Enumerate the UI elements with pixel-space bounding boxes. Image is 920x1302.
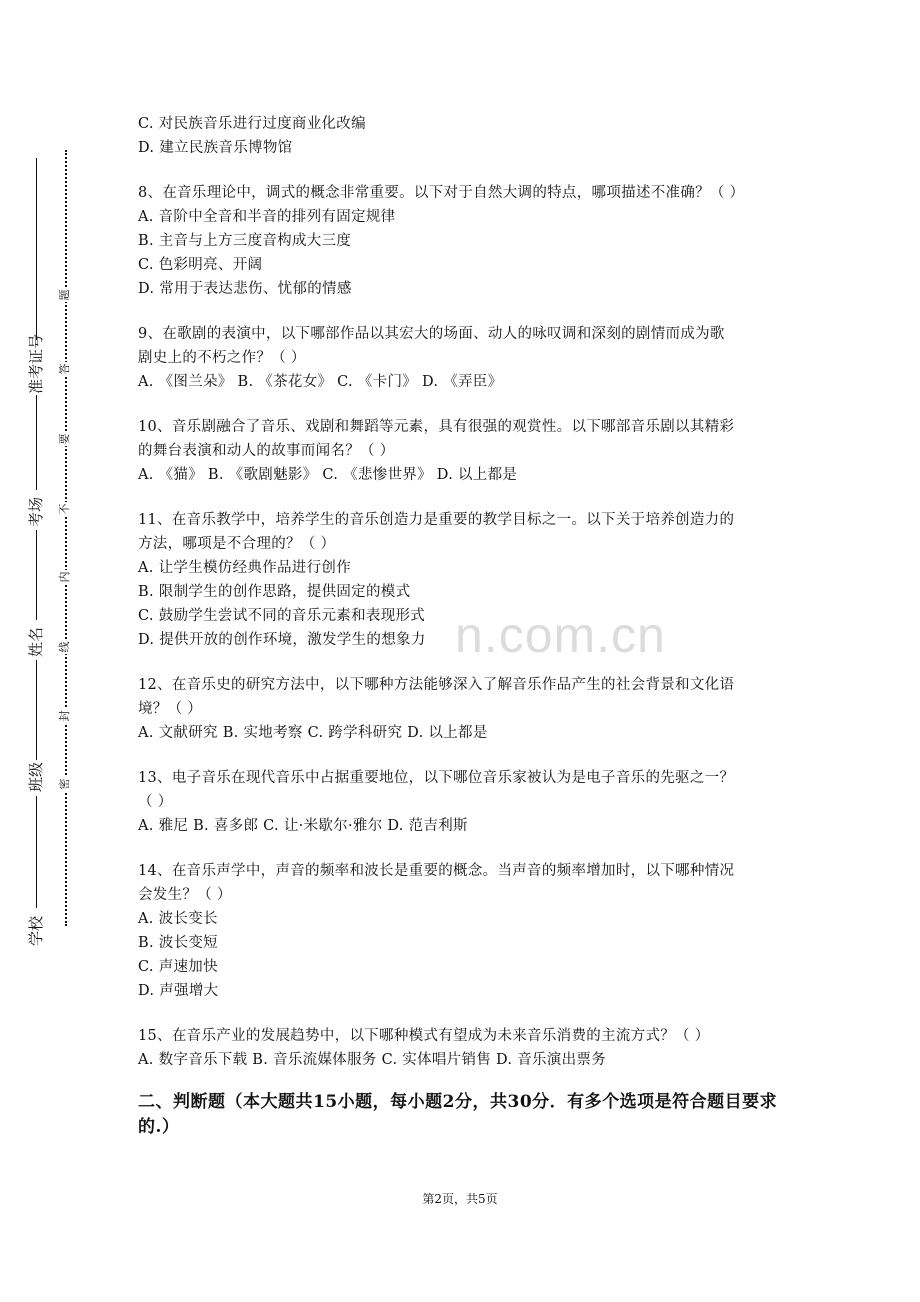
binding-rule xyxy=(36,796,37,908)
option-line: C. 鼓励学生尝试不同的音乐元素和表现形式 xyxy=(138,608,426,624)
option-line: C. 声速加快 xyxy=(138,959,218,975)
option-line: B. 主音与上方三度音构成大三度 xyxy=(138,233,352,249)
question-stem: 10、音乐剧融合了音乐、戏剧和舞蹈等元素，具有很强的观赏性。以下哪部音乐剧以其精彩 xyxy=(138,419,735,435)
option-line: B. 波长变短 xyxy=(138,935,218,951)
page-footer: 第2页，共5页 xyxy=(422,1192,498,1206)
option-line: A. 波长变长 xyxy=(138,911,218,927)
seal-char: 题 xyxy=(58,289,71,301)
exam-content xyxy=(138,112,788,1140)
binding-rule xyxy=(36,395,37,490)
option-line: D. 建立民族音乐博物馆 xyxy=(138,140,293,156)
binding-rule xyxy=(36,530,37,620)
option-line: D. 常用于表达悲伤、忧郁的情感 xyxy=(138,281,352,297)
binding-rule xyxy=(36,660,37,760)
option-line: B. 限制学生的创作思路，提供固定的模式 xyxy=(138,584,411,600)
question-15 xyxy=(138,1024,788,1072)
binding-margin xyxy=(0,0,110,1302)
question-stem: 8、在音乐理论中，调式的概念非常重要。以下对于自然大调的特点，哪项描述不准确？（ ） xyxy=(138,185,745,201)
option-line: C. 对民族音乐进行过度商业化改编 xyxy=(138,116,366,132)
seal-char: 封 xyxy=(58,710,71,722)
exam-room-label: 考场 xyxy=(27,497,45,528)
question-13 xyxy=(138,766,788,838)
question-stem: 13、电子音乐在现代音乐中占据重要地位，以下哪位音乐家被认为是电子音乐的先驱之一？ xyxy=(138,770,735,786)
question-8 xyxy=(138,181,788,301)
question-14 xyxy=(138,859,788,1003)
section-heading: 二、判断题（本大题共15小题，每小题2分，共30分．有多个选项是符合题目要求的.） xyxy=(138,1092,778,1137)
question-10 xyxy=(138,415,788,487)
watermark: n.com.cn xyxy=(455,607,666,663)
option-line: D. 提供开放的创作环境，激发学生的想象力 xyxy=(138,632,426,648)
question-9 xyxy=(138,322,788,394)
seal-char: 答 xyxy=(58,363,71,375)
seal-char: 线 xyxy=(58,641,71,653)
name-label: 姓名 xyxy=(27,627,45,658)
seal-dotted-line xyxy=(65,150,67,926)
class-label: 班级 xyxy=(27,762,45,793)
option-line: A. 《猫》 B. 《歌剧魅影》 C. 《悲惨世界》 D. 以上都是 xyxy=(138,467,518,483)
seal-char: 内 xyxy=(58,571,71,583)
question-11 xyxy=(138,508,788,652)
question-7-tail xyxy=(138,112,788,160)
option-line: A. 音阶中全音和半音的排列有固定规律 xyxy=(138,209,396,225)
question-stem: 12、在音乐史的研究方法中，以下哪种方法能够深入了解音乐作品产生的社会背景和文化语 xyxy=(138,677,735,693)
question-stem: 的舞台表演和动人的故事而闻名？（ ） xyxy=(138,443,395,459)
question-stem: 境？（ ） xyxy=(138,701,203,717)
question-stem: 15、在音乐产业的发展趋势中，以下哪种模式有望成为未来音乐消费的主流方式？（ ） xyxy=(138,1028,710,1044)
question-stem: 11、在音乐教学中，培养学生的音乐创造力是重要的教学目标之一。以下关于培养创造力的 xyxy=(138,512,735,528)
question-stem: （ ） xyxy=(138,794,173,810)
seal-char: 要 xyxy=(58,433,71,445)
option-line: A. 《图兰朵》 B. 《茶花女》 C. 《卡门》 D. 《弄臣》 xyxy=(138,374,503,390)
option-line: A. 让学生模仿经典作品进行创作 xyxy=(138,560,351,576)
option-line: A. 雅尼 B. 喜多郎 C. 让·米歇尔·雅尔 D. 范吉利斯 xyxy=(138,818,468,834)
exam-id-label: 准考证号 xyxy=(27,333,45,394)
seal-char: 密 xyxy=(58,778,71,790)
option-line: A. 文献研究 B. 实地考察 C. 跨学科研究 D. 以上都是 xyxy=(138,725,488,741)
question-stem: 会发生？（ ） xyxy=(138,887,232,903)
question-stem: 9、在歌剧的表演中，以下哪部作品以其宏大的场面、动人的咏叹调和深刻的剧情而成为歌 xyxy=(138,326,725,342)
question-stem: 剧史上的不朽之作？（ ） xyxy=(138,350,306,366)
question-stem: 方法，哪项是不合理的？（ ） xyxy=(138,536,336,552)
question-stem: 14、在音乐声学中，声音的频率和波长是重要的概念。当声音的频率增加时，以下哪种情况 xyxy=(138,863,735,879)
seal-char: 不 xyxy=(58,503,71,515)
binding-rule xyxy=(36,158,37,340)
question-12 xyxy=(138,673,788,745)
option-line: C. 色彩明亮、开阔 xyxy=(138,257,263,273)
school-label: 学校 xyxy=(27,916,45,947)
option-line: A. 数字音乐下载 B. 音乐流媒体服务 C. 实体唱片销售 D. 音乐演出票务 xyxy=(138,1052,607,1068)
option-line: D. 声强增大 xyxy=(138,983,219,999)
